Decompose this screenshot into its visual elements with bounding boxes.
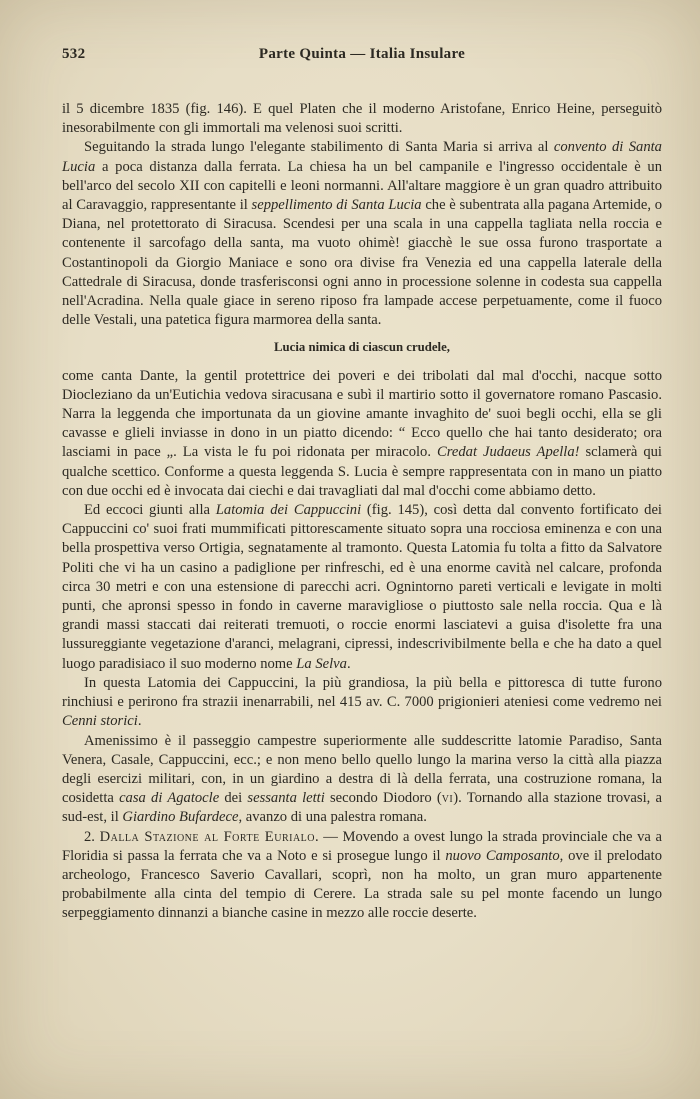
paragraph <box>62 674 662 732</box>
emphasized-text: seppellimento di Santa Lucia <box>251 197 422 214</box>
emphasized-text: convento di Santa Lucia <box>62 139 662 175</box>
verse-line <box>62 338 662 357</box>
emphasized-text: Cenni storici <box>62 713 138 730</box>
page-number: 532 <box>62 46 86 62</box>
body-text: il 5 dicembre 1835 (fig. 146). E quel Platen che il moderno Aristofane, Enrico Heine, perseguitò inesorabilmente con gli immortali ma velenosi suoi scritti. <box>62 101 662 137</box>
body-text: sclamerà qui qualche scettico. Conforme a questa leggenda S. Lucia è sempre rappresentata con in mano un piatto con due occhi ed è invocata dai ciechi e dai travagliati dal mal d'occhi come abbiamo detto. <box>62 444 662 499</box>
paragraph <box>62 501 662 674</box>
body-text: dei <box>219 790 248 807</box>
paragraph <box>62 138 662 330</box>
paragraph <box>62 828 662 924</box>
emphasized-text: Credat Judaeus Apella! <box>437 444 580 461</box>
smallcaps-text: vi <box>441 790 454 807</box>
body-text: ). Tornando alla stazione trovasi, a sud-est, il <box>62 790 662 826</box>
emphasized-text: sessanta letti <box>247 790 325 807</box>
body-text: , avanzo di una palestra romana. <box>238 809 427 826</box>
body-text: . — Movendo a ovest lungo la strada provinciale che va a Floridia si passa la ferrata che va a Noto e si prosegue lungo il <box>62 828 662 864</box>
running-header: Parte Quinta — Italia Insulare <box>258 46 466 62</box>
body-text: come canta Dante, la gentil protettrice dei poveri e dei tribolati dal mal d'occhi, nacque sotto Diocleziano da un'Eutichia vedova siracusana e subì il martirio sotto il governatore romano Pascasio. Narra la leggenda che importunata da un giovine amante invaghito de' suoi begli occhi, ella se gli cavasse e glieli inviasse in dono in un piatto dicendo: “ Ecco quello che hai tanto desiderato; ora lasciami in pace „. La vista le fu poi ridonata per miracolo. <box>62 367 662 461</box>
emphasized-text: Giardino Bufardece <box>122 809 239 826</box>
body-text: secondo Diodoro ( <box>324 790 442 807</box>
paragraph <box>62 732 662 828</box>
body-text: In questa Latomia dei Cappuccini, la più grandiosa, la più bella e pittoresca di tutte furono rinchiusi e perirono fra strazii inenarrabili, nel 415 av. C. 7000 prigionieri ateniesi come vedremo nei <box>62 674 662 711</box>
page-header <box>62 46 662 66</box>
body-text: Ed eccoci giunti alla <box>84 502 216 519</box>
body-text: Seguitando la strada lungo l'elegante stabilimento di Santa Maria si arriva al <box>84 139 554 156</box>
body-text: (fig. 145), così detta dal convento fortificato dei Cappuccini co' suoi frati mummificati pittorescamente situato sopra una rocciosa eminenza e con una bella prospettiva verso Ortigia, segnatamente al tramonto. Questa Latomia fu tolta a fitto da Salvatore Politi che vi ha un casino a padiglione per rinfreschi, ed è una enorme cavità nel calcare, profonda circa 30 metri e con una estensione di parecchi acri. Ognintorno pareti verticali e levigate in molti punti, che apronsi spesso in fondo in caverne maravigliose o piuttosto sale nella roccia. Qua e là grandi massi staccati dai reiterati tremuoti, o roccie enormi lasciatevi a guisa d'isolette fra una lussureggiante vegetazione d'aranci, melagrani, cipressi, indescrivibilmente bella e che ha dato a quel luogo paradisiaco il suo moderno nome <box>62 502 662 672</box>
emphasized-text: nuovo Camposanto <box>445 847 560 864</box>
body-text: . <box>346 655 351 672</box>
body-text: Amenissimo è il passeggio campestre superiormente alle suddescritte latomie Paradiso, Santa Venera, Casale, Cappuccini, ecc.; e non meno bello quello lungo la marina verso la città alla piazza degli esercizi militari, con, in un giardino a destra di là della ferrata, una costruzione romana, la cosidetta <box>62 732 662 807</box>
body-text: 2. <box>84 828 100 845</box>
body-text: a poca distanza dalla ferrata. La chiesa ha un bel campanile e l'ingresso occidentale è un bell'arco del secolo XII con capitelli e leoni normanni. All'altare maggiore è un gran quadro attribuito al Caravaggio, rappresentante il <box>62 158 662 214</box>
paragraph <box>62 367 662 501</box>
emphasized-text: La Selva <box>296 655 347 672</box>
body-text: che è subentrata alla pagana Artemide, o Diana, nel protettorato di Siracusa. Scendesi per una scala in una cappella tagliata nella roccia e contenente il sarcofago della santa, ma vuoto ohimè! giacchè le sue ossa furono trasportate a Costantinopoli da Giorgio Maniace e sono ora divise fra Venezia ed una cappella laterale della Cattedrale di Siracusa, donde trasferisconsi ogni anno in processione solenne in codesta sua cappella nell'Acradina. Nella quale giace in sereno riposo fra lampade accese perpetuamente, come il fuoco delle Vestali, una patetica figura marmorea della santa. <box>62 197 662 329</box>
body-text: Lucia nimica di ciascun crudele, <box>274 340 450 355</box>
body-text: . <box>137 713 142 730</box>
body-text: , ove il prelodato archeologo, Francesco Saverio Cavallari, scoprì, non ha molto, un gran muro appartenente probabilmente alla cinta del tempio di Cerere. La strada sale su pel monte facendo un lungo serpeggiamento dinnanzi a bianche casine in mezzo alle roccie deserte. <box>62 847 662 922</box>
text-block <box>62 100 662 924</box>
emphasized-text: casa di Agatocle <box>119 790 220 807</box>
paragraph <box>62 100 662 138</box>
smallcaps-text: Dalla Stazione al Forte Eurialo <box>99 828 315 845</box>
emphasized-text: Latomia dei Cappuccini <box>215 502 362 519</box>
